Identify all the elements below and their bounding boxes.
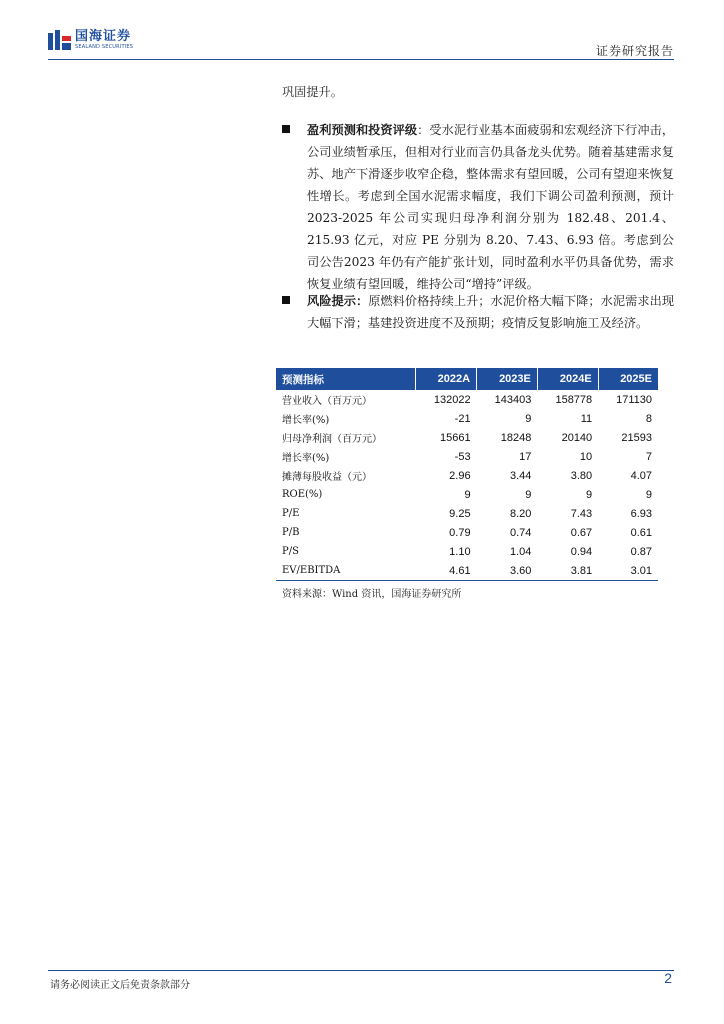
table-cell: 1.04 xyxy=(509,545,532,558)
earnings-forecast-paragraph xyxy=(282,119,674,295)
bullet-square-icon xyxy=(282,296,290,304)
table-cell: 0.61 xyxy=(630,526,652,539)
table-cell: 3.81 xyxy=(537,561,598,581)
table-cell: P/E xyxy=(282,508,300,519)
logo-chinese-name: 国海证券 xyxy=(75,29,132,44)
table-row xyxy=(276,561,658,581)
table-cell: 9 xyxy=(645,488,652,501)
table-cell: 0.87 xyxy=(630,545,652,558)
table-cell: 4.07 xyxy=(630,469,652,482)
forecast-table xyxy=(276,368,658,581)
page-header xyxy=(48,28,674,60)
bullet-square-icon xyxy=(282,125,290,133)
disclaimer-note: 请务必阅读正文后免责条款部分 xyxy=(50,980,190,991)
table-cell: ROE(%) xyxy=(282,489,323,500)
table-header-cell: 预测指标 xyxy=(276,368,416,390)
table-cell: 15661 xyxy=(439,431,471,444)
table-row xyxy=(276,447,658,466)
table-cell: 9 xyxy=(525,488,532,501)
table-row xyxy=(276,466,658,485)
table-cell: 3.01 xyxy=(598,561,658,581)
table-cell: 0.74 xyxy=(509,526,532,539)
table-cell: 7.43 xyxy=(570,507,593,520)
table-source-note: 资料来源：Wind 资讯，国海证券研究所 xyxy=(282,589,462,600)
table-cell: 0.79 xyxy=(449,526,471,539)
table-cell: 增长率(%) xyxy=(282,415,330,426)
table-cell: P/B xyxy=(282,527,300,538)
table-cell: 17 xyxy=(519,450,532,463)
table-cell: -53 xyxy=(454,450,471,463)
table-cell: EV/EBITDA xyxy=(276,561,416,581)
table-row xyxy=(276,523,658,542)
header-divider xyxy=(48,59,674,60)
table-cell: 132022 xyxy=(433,393,471,406)
paragraph-heading: 盈利预测和投资评级 xyxy=(307,123,418,137)
table-cell: 9.25 xyxy=(449,507,471,520)
table-cell: 营业收入（百万元） xyxy=(282,396,372,407)
table-cell: 0.94 xyxy=(570,545,593,558)
paragraph-text: 原燃料价格持续上升；水泥价格大幅下降；水泥需求出现大幅下滑；基建投资进度不及预期；疫情反复影响施工及经济。 xyxy=(307,294,675,330)
table-cell: 171130 xyxy=(616,393,652,406)
table-cell: P/S xyxy=(282,546,299,557)
table-header-cell: 2022A xyxy=(416,368,477,390)
table-cell: 3.60 xyxy=(477,561,538,581)
table-cell: 1.10 xyxy=(449,545,471,558)
table-cell: 8.20 xyxy=(509,507,532,520)
page-number: 2 xyxy=(664,970,672,986)
table-cell: 10 xyxy=(579,450,593,463)
table-cell: 增长率(%) xyxy=(282,453,330,464)
report-type-label: 证券研究报告 xyxy=(595,44,674,58)
table-cell: 143403 xyxy=(494,393,532,406)
table-cell: 11 xyxy=(580,412,593,425)
table-row xyxy=(276,542,658,561)
table-cell: 9 xyxy=(525,412,532,425)
risk-warning-paragraph xyxy=(282,290,674,334)
table-cell: 18248 xyxy=(500,431,532,444)
table-cell: 8 xyxy=(645,412,652,425)
table-cell: 9 xyxy=(464,488,471,501)
lead-text: 巩固提升。 xyxy=(282,85,343,99)
sealand-logo xyxy=(48,30,133,50)
table-cell: 158778 xyxy=(555,393,593,406)
table-row xyxy=(276,390,658,409)
paragraph-heading: 风险提示： xyxy=(307,294,369,308)
table-cell: 7 xyxy=(645,450,652,463)
table-cell: 3.44 xyxy=(509,469,532,482)
table-header-row xyxy=(276,368,658,390)
table-row xyxy=(276,428,658,447)
table-cell: 21593 xyxy=(621,431,652,444)
table-cell: 9 xyxy=(586,488,593,501)
logo-english-name: SEALAND SECURITIES xyxy=(75,44,134,50)
table-row xyxy=(276,409,658,428)
paragraph-text: ：受水泥行业基本面疲弱和宏观经济下行冲击，公司业绩暂承压，但相对行业而言仍具备龙头优势。随着基建需求复苏、地产下滑逐步收窄企稳，整体需求有望回暖，公司有望迎来恢复性增长。考虑到全国水泥需求幅度，我们下调公司盈利预测，预计 2023-2025 年公司实现归母净利润分别为 182.48、201.4、215.93 亿元，对应 PE 分别为 8.20、7.43、6.93 倍。考虑到公司公告2023 年仍有产能扩张计划，同时盈利水平仍具备优势，需求恢复业绩有望回暖，维持公司“增持”评级。 xyxy=(307,123,675,291)
footer-divider xyxy=(48,970,674,971)
table-cell: 0.67 xyxy=(570,526,593,539)
table-cell: 摊薄每股收益（元） xyxy=(282,472,372,483)
table-header-cell: 2023E xyxy=(477,368,538,390)
table-cell: 归母净利润（百万元） xyxy=(282,434,382,445)
table-row xyxy=(276,485,658,504)
table-cell: 20140 xyxy=(561,431,593,444)
table-cell: 2.96 xyxy=(449,469,471,482)
forecast-table-section xyxy=(276,368,658,600)
table-header-cell: 2025E xyxy=(598,368,658,390)
table-cell: -21 xyxy=(454,412,471,425)
table-header-cell: 2024E xyxy=(537,368,598,390)
table-cell: 3.80 xyxy=(570,469,593,482)
table-row xyxy=(276,504,658,523)
sealand-logo-icon xyxy=(48,30,72,50)
table-cell: 4.61 xyxy=(416,561,477,581)
table-cell: 6.93 xyxy=(630,507,652,520)
